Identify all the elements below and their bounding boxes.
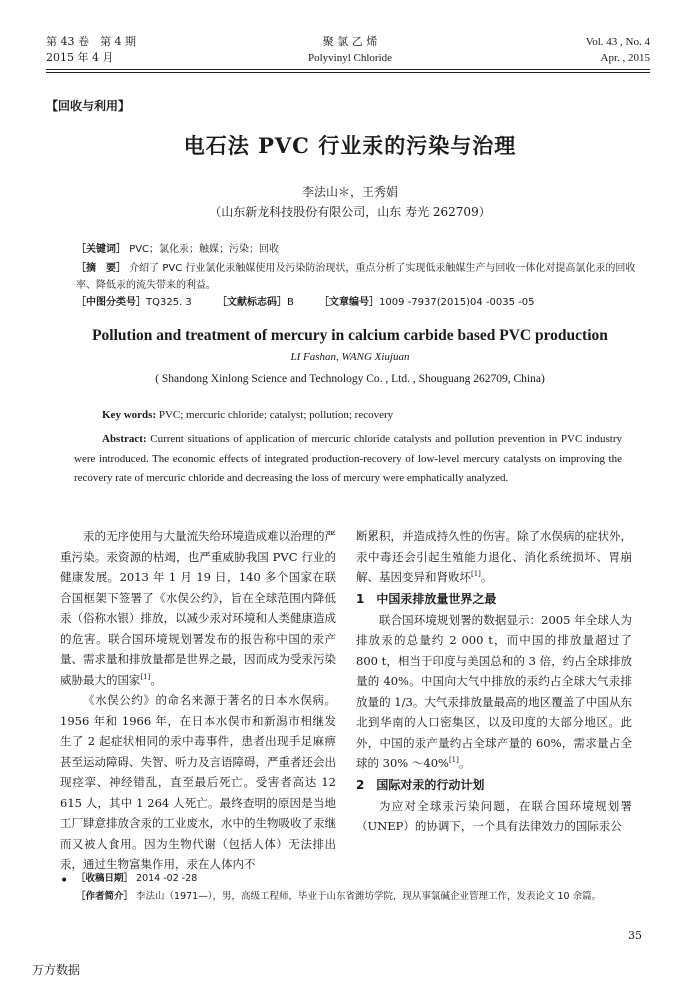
citation-ref[interactable]: [1] [471,570,481,579]
clc-value: TQ325. 3 [146,297,192,308]
footnote-bullet: • [60,873,69,889]
citation-ref[interactable]: [1] [448,756,459,765]
section-tag: 【回收与利用】 [46,99,131,113]
authors-cn: 李法山＊，王秀娟 [301,185,398,199]
keywords-cn [76,242,650,258]
authors-en: LI Fashan, WANG Xiujuan [290,351,410,363]
body-paragraph: 断累积，并造成持久性的伤害。除了水俣病的症状外，汞中毒还会引起生殖能力退化、消化系统损坏、胃崩解、基因变异和肾败坏[1]。 [356,529,632,584]
header-volume-issue: 第 43 卷 第 4 期 [46,35,136,48]
affiliation-cn: （山东新龙科技股份有限公司，山东 寿光 262709） [209,205,491,219]
header-rule-top [46,69,650,70]
keywords-cn-text: PVC；氯化汞；触媒；污染；回收 [129,244,280,255]
clc-label: ［中图分类号］ [76,297,146,308]
doc-code-label: ［文献标志码］ [216,297,287,308]
abstract-en: Abstract: Current situations of application of mercuric chloride catalysts and pollution prevention in PVC industry were introduced. The economic effects of integrated production-recovery of low-level mercury catalysts on improving the recovery rate of mercuric chloride and decreasing the loss of mercury were emphatically analyzed. [74,433,622,484]
abstract-cn-text: 介绍了 PVC 行业氯化汞触媒使用及污染防治现状，重点分析了实现低汞触媒生产与回收一体化对提高氯化汞的回收率、降低汞的流失带来的利益。 [76,263,636,291]
section-heading-1: 1 中国汞排放量世界之最 [356,591,497,606]
received-date: 2014 -02 -28 [136,873,198,884]
citation-ref[interactable]: [1] [140,672,151,681]
body-column-left [60,526,336,875]
article-no-value: 1009 -7937(2015)04 -0035 -05 [379,297,535,308]
header-date: 2015 年 4 月 [46,51,114,64]
body-paragraph: 《水俣公约》的命名来源于著名的日本水俣病。1956 年和 1966 年，在日本水俣市和新潟市相继发生了 2 起症状相同的汞中毒事件，患者出现手足麻痹甚至运动障碍、失智、听力及言语障碍，严重者还会出现痉挛、神经错乱，直至最后死亡。受害者高达 12 615 人，其中 1 264 人死亡。最终查明的原因是当地工厂肆意排放含汞的工业废水，水中的生物吸收了汞继而又被人食用。因为生物代谢（包括人体）无法排出汞，通过生物富集作用，汞在人体内不 [60,693,336,871]
header-vol-en: Vol. 43 , No. 4 [585,36,650,48]
section-heading-2: 2 国际对汞的行动计划 [356,777,485,792]
classification-meta-cn [76,293,556,308]
header-journal-cn: 聚 氯 乙 烯 [322,35,378,48]
affiliation-en: ( Shandong Xinlong Science and Technology Co. , Ltd. , Shouguang 262709, China) [155,373,545,385]
abstract-cn-label: ［摘 要］ [76,263,126,274]
keywords-en: Key words: PVC; mercuric chloride; catalyst; pollution; recovery [102,409,394,421]
abstract-en-text: Current situations of application of mercuric chloride catalysts and pollution prevention in PVC industry were introduced. The economic effects of integrated production-recovery of low-level mercury catalysts on improving the recovery rate of mercuric chloride and decreasing the loss of mercury were emphatically analyzed. [74,433,622,484]
footnote-received [76,870,646,888]
page-number: 35 [628,929,642,942]
abstract-cn [76,260,636,294]
keywords-en-label: Key words [102,409,153,421]
article-title-cn: 电石法 PVC 行业汞的污染与治理 [183,133,517,158]
header-date-en: Apr. , 2015 [600,52,650,64]
abstract-en-label: Abstract [102,433,143,445]
body-paragraph: 为应对全球汞污染问题，在联合国环境规划署（UNEP）的协调下，一个具有法律效力的国际汞公 [356,798,632,833]
body-paragraph: 联合国环境规划署的数据显示：2005 年全球人为排放汞的总量约 2 000 t，而中国的排放量超过了 800 t，相当于印度与美国总和的 3 倍，约占全球排放量的 40%。中国向大气中排放的汞约占全球大气汞排放量的 1/3。大气汞排放量最高的地区覆盖了中国从东北到华南的人口密集区，以及印度的大部分地区。此外，中国的汞产量约占全球产量的 60%，需求量占全球的 30% ～40%[1]。 [356,612,632,770]
header-rule-bottom [46,72,650,73]
article-title-en: Pollution and treatment of mercury in calcium carbide based PVC production [92,327,608,344]
footnote-author-bio [60,888,650,906]
body-column-right [356,526,632,837]
article-no-label: ［文章编号］ [319,297,380,308]
doc-code-value: B [286,297,294,308]
keywords-en-text: PVC; mercuric chloride; catalyst; pollution; recovery [158,409,394,421]
author-bio-text: 李法山（1971—），男，高级工程师，毕业于山东省潍坊学院，现从事氯碱企业管理工作，发表论文 10 余篇。 [136,891,602,902]
body-paragraph: 汞的无序使用与大量流失给环境造成难以治理的严重污染。汞资源的枯竭，也严重威胁我国 PVC 行业的健康发展。2013 年 1 月 19 日，140 多个国家在联合国框架下签署了《水俣公约》，旨在全球范围内降低汞（俗称水银）排放，以减少汞对环境和人类健康造成的危害。联合国环境规划署发布的报告称中国的汞产量、需求量和排放量都是世界之最，因而成为受汞污染威胁最大的国家[1]。 [60,529,336,687]
watermark: 万方数据 [32,963,81,977]
keywords-cn-label: ［关键词］ [76,244,126,255]
header-journal-en: Polyvinyl Chloride [307,52,393,64]
received-label: ［收稿日期］ [76,873,134,884]
author-bio-label: ［作者简介］ [76,891,134,902]
